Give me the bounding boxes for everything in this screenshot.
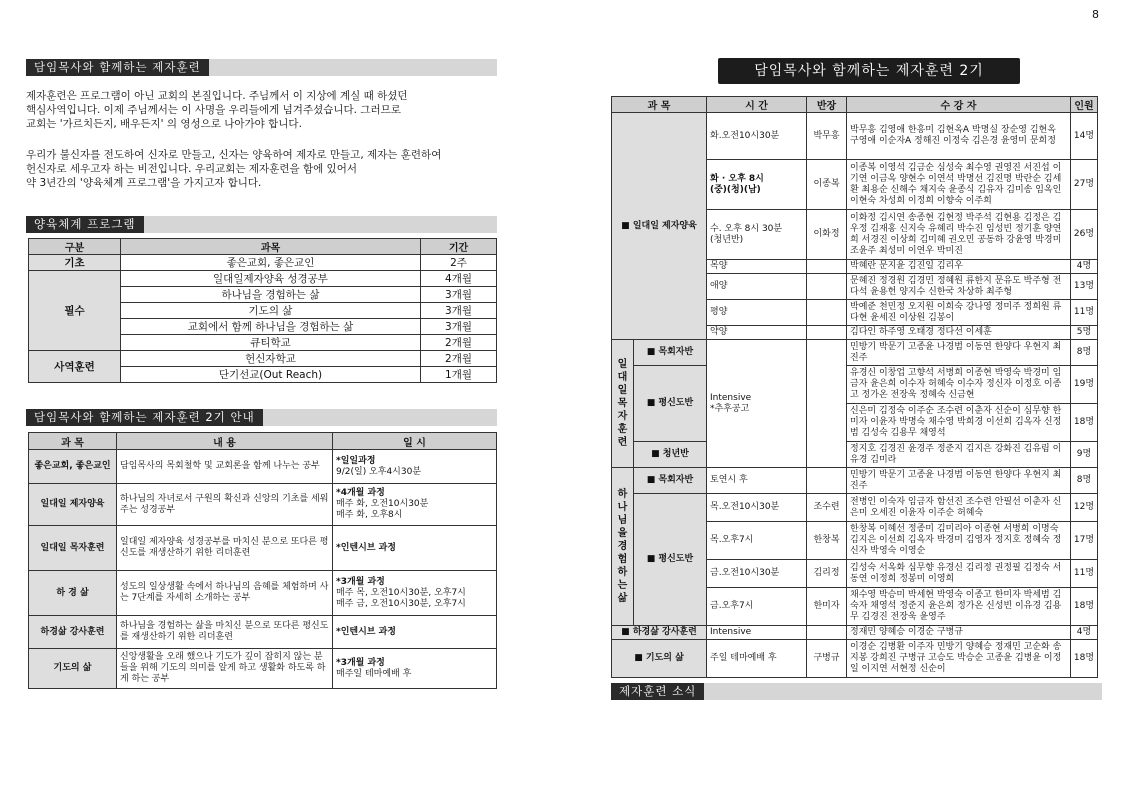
subject-cell: 단기선교(Out Reach) bbox=[121, 367, 421, 383]
time-detail: 매주일 테마예배 후 bbox=[336, 668, 412, 679]
group-label: 사역훈련 bbox=[29, 351, 121, 383]
time-cell: 금.오전10시30분 bbox=[707, 560, 807, 588]
leader-cell bbox=[807, 626, 847, 640]
students-cell: 채수영 박승미 박세현 박영숙 이종고 한미자 박세범 김숙자 채영석 정준지 윤은희 정가온 신성빈 이유경 김용무 김경진 전장욱 윤영주 bbox=[847, 588, 1071, 626]
period-cell: 2주 bbox=[421, 255, 497, 271]
leader-cell: 한창복 bbox=[807, 522, 847, 560]
time-cell: 토연시 후 bbox=[707, 468, 807, 494]
period-cell: 3개월 bbox=[421, 319, 497, 335]
column-header: 과목 bbox=[121, 239, 421, 255]
leader-cell bbox=[807, 260, 847, 274]
time-cell: 주일 테마예배 후 bbox=[707, 640, 807, 678]
count-cell: 11명 bbox=[1071, 300, 1098, 326]
subject-cell: 헌신자학교 bbox=[121, 351, 421, 367]
section-title: 양육체계 프로그램 bbox=[26, 216, 144, 233]
section-header-guide bbox=[26, 409, 497, 426]
time-cell: 목양 bbox=[707, 260, 807, 274]
time-detail: 매주 목, 오전10시30분, 오후7시 매주 금, 오전10시30분, 오후7시 bbox=[336, 587, 466, 609]
count-cell: 4명 bbox=[1071, 260, 1098, 274]
students-cell: 김성숙 서옥화 심무향 유경신 김리정 권정필 김정숙 서동연 이정희 정봉미 이영희 bbox=[847, 560, 1071, 588]
count-cell: 26명 bbox=[1071, 210, 1098, 260]
group-label-vertical: 일대일 목자훈련 bbox=[612, 340, 634, 468]
time-cell: Intensive bbox=[707, 626, 807, 640]
page-number: 8 bbox=[1092, 8, 1099, 21]
students-cell: 박무흥 김영애 한흥미 김현옥A 박명실 장순영 김현옥 구영애 이순자A 정해진 이정숙 김은경 윤영미 문희정 bbox=[847, 113, 1071, 160]
subject-cell: 좋은교회, 좋은교인 bbox=[29, 450, 117, 484]
table-row bbox=[29, 571, 497, 616]
time-title: *3개월 과정 bbox=[336, 657, 385, 668]
time-cell bbox=[333, 571, 497, 616]
table-row bbox=[29, 484, 497, 526]
students-cell: 이종복 이영석 김금순 심성숙 최수영 권영진 서진섭 이기연 이금옥 양현수 이연석 박명선 김진명 박란순 김세환 최용순 신해수 채지숙 윤종식 김유자 김미송 임옥인 이현숙 차성희 이정희 이향숙 이주희 bbox=[847, 160, 1071, 210]
students-cell: 문혜진 정경원 김경민 정혜원 류한지 문유도 박주형 전다석 윤용헌 양지수 신한국 차상하 최주형 bbox=[847, 274, 1071, 300]
content-cell: 신앙생활을 오래 했으나 기도가 깊이 잡히지 않는 분들을 위해 기도의 의미를 알게 하고 생활화 하도록 하게 하는 공부 bbox=[117, 649, 333, 689]
leader-cell: 조수련 bbox=[807, 494, 847, 522]
leader-cell bbox=[807, 326, 847, 340]
students-cell: 정지호 김경진 윤경주 정준지 김지은 강화진 김유림 이유경 김미라 bbox=[847, 442, 1071, 468]
subject-cell: 하 경 삶 bbox=[29, 571, 117, 616]
time-cell bbox=[333, 649, 497, 689]
table-row bbox=[29, 616, 497, 649]
leader-cell bbox=[807, 340, 847, 468]
count-cell: 19명 bbox=[1071, 366, 1098, 404]
time-cell bbox=[333, 484, 497, 526]
group-label-vertical: 하나님을 경험하는 삶 bbox=[612, 468, 634, 626]
time-cell: 화 · 오후 8시 (중)(청)(남) bbox=[707, 160, 807, 210]
count-cell: 18명 bbox=[1071, 640, 1098, 678]
leader-cell: 한미자 bbox=[807, 588, 847, 626]
section-header-program bbox=[26, 216, 497, 233]
period-cell: 4개월 bbox=[421, 271, 497, 287]
subject-cell: 일대일제자양육 성경공부 bbox=[121, 271, 421, 287]
count-cell: 8명 bbox=[1071, 468, 1098, 494]
leader-cell: 이화정 bbox=[807, 210, 847, 260]
count-cell: 14명 bbox=[1071, 113, 1098, 160]
intro-paragraph-2: 우리가 불신자를 전도하여 신자로 만들고, 신자는 양육하여 제자로 만들고, 제자는 훈련하여 헌신자로 세우고자 하는 비전입니다. 우리교회는 제자훈련을 함에 있어서 약 3년간의 '양육체계 프로그램'을 가지고자 합니다. bbox=[26, 149, 442, 189]
students-cell: 정재민 양혜승 이경순 구병규 bbox=[847, 626, 1071, 640]
intro-paragraph-1: 제자훈련은 프로그램이 아닌 교회의 본질입니다. 주님께서 이 지상에 계실 때 하셨던 핵심사역입니다. 이제 주님께서는 이 사명을 우리들에게 넘겨주셨습니다. 그러므로 교회는 '가르치든지, 배우든지' 의 영성으로 나아가야 합니다. bbox=[26, 90, 408, 130]
time-detail: 9/2(일) 오후4시30분 bbox=[336, 466, 422, 477]
time-cell bbox=[333, 450, 497, 484]
table-row bbox=[612, 494, 1098, 522]
leader-cell bbox=[807, 300, 847, 326]
students-cell: 신은미 김정숙 이주순 조수련 이춘자 신순이 심무향 한미자 이윤자 박명숙 채수영 박희경 이선희 김옥자 신정범 김성숙 김용무 채영석 bbox=[847, 404, 1071, 442]
time-cell bbox=[333, 616, 497, 649]
content-cell: 성도의 일상생활 속에서 하나님의 음혜를 체험하며 사는 7단계를 자세히 소개하는 공부 bbox=[117, 571, 333, 616]
time-title: *3개월 과정 bbox=[336, 576, 385, 587]
content-cell: 일대일 제자양육 성경공부를 마치신 분으로 또다른 평신도를 재생산하기 위한 리더훈련 bbox=[117, 526, 333, 571]
subject-cell: 좋은교회, 좋은교인 bbox=[121, 255, 421, 271]
section-header-news bbox=[611, 683, 1102, 700]
subject-cell: 기도의 삶 bbox=[121, 303, 421, 319]
group-label: ■ 일대일 제자양육 bbox=[612, 113, 707, 340]
time-cell: 수. 오후 8시 30분 (청년반) bbox=[707, 210, 807, 260]
table-row bbox=[612, 468, 1098, 494]
sub-group-label: ■ 평신도반 bbox=[634, 366, 707, 442]
count-cell: 13명 bbox=[1071, 274, 1098, 300]
subject-cell: 기도의 삶 bbox=[29, 649, 117, 689]
students-cell: 민방기 박문기 고종윤 나경범 이동연 한양다 우현지 최진주 bbox=[847, 340, 1071, 366]
time-cell: 금.오후7시 bbox=[707, 588, 807, 626]
period-cell: 2개월 bbox=[421, 335, 497, 351]
time-cell: 목.오전10시30분 bbox=[707, 494, 807, 522]
time-title: *일일과정 bbox=[336, 455, 376, 466]
time-cell: 화.오전10시30분 bbox=[707, 113, 807, 160]
content-cell: 하나님의 자녀로서 구원의 확신과 신앙의 기초를 세워주는 성경공부 bbox=[117, 484, 333, 526]
table-row bbox=[29, 526, 497, 571]
section-title: 담임목사와 함께하는 제자훈련 bbox=[26, 59, 209, 76]
column-header: 일 시 bbox=[333, 433, 497, 450]
period-cell: 3개월 bbox=[421, 303, 497, 319]
count-cell: 9명 bbox=[1071, 442, 1098, 468]
table-row bbox=[612, 640, 1098, 678]
group-label: ■ 기도의 삶 bbox=[612, 640, 707, 678]
table-row bbox=[612, 442, 1098, 468]
time-cell: Intensive *추후공고 bbox=[707, 340, 807, 468]
sub-group-label: ■ 목회자반 bbox=[634, 340, 707, 366]
students-cell: 박예준 천민정 오지원 이희숙 강나영 정미주 정희원 류다현 윤세진 이상원 김봉이 bbox=[847, 300, 1071, 326]
column-header: 과 목 bbox=[29, 433, 117, 450]
table-row bbox=[612, 626, 1098, 640]
time-detail: 매주 화, 오전10시30분 매주 화, 오후8시 bbox=[336, 499, 429, 520]
count-cell: 17명 bbox=[1071, 522, 1098, 560]
roster-title: 담임목사와 함께하는 제자훈련 2기 bbox=[718, 58, 1020, 84]
students-cell: 박혜란 문지윤 김진일 김리우 bbox=[847, 260, 1071, 274]
students-cell: 전병인 이숙자 임금자 함선진 조수련 안필선 이춘자 신은미 오세진 이윤자 이주순 허혜숙 bbox=[847, 494, 1071, 522]
students-cell: 이경순 김병환 이주자 민방기 양혜승 정재민 고순화 송지봉 강희진 구병규 고승도 박승순 고종윤 김병윤 이정일 이지연 서현정 신순이 bbox=[847, 640, 1071, 678]
content-cell: 담임목사의 목회철학 및 교회론을 함께 나누는 공부 bbox=[117, 450, 333, 484]
leader-cell bbox=[807, 468, 847, 494]
students-cell: 이화정 김시연 송종현 김현정 박주석 김현용 김정은 김우정 김재홍 신지숙 유혜리 박수진 임성빈 정기훈 양연희 서경진 이상희 김미혜 권오민 공동하 강윤영 박경미 조윤주 최성미 이연우 박미진 bbox=[847, 210, 1071, 260]
column-header: 구분 bbox=[29, 239, 121, 255]
count-cell: 5명 bbox=[1071, 326, 1098, 340]
count-cell: 18명 bbox=[1071, 588, 1098, 626]
subject-cell: 하경삶 강사훈련 bbox=[29, 616, 117, 649]
column-header: 내 용 bbox=[117, 433, 333, 450]
table-row bbox=[29, 649, 497, 689]
table-row bbox=[612, 113, 1098, 160]
time-title: *인텐시브 과정 bbox=[336, 626, 397, 637]
subject-cell: 하나님을 경험하는 삶 bbox=[121, 287, 421, 303]
subject-cell: 일대일 제자양육 bbox=[29, 484, 117, 526]
column-header: 반장 bbox=[807, 97, 847, 113]
group-label: 필수 bbox=[29, 271, 121, 351]
table-row bbox=[29, 450, 497, 484]
students-cell: 민방기 박문기 고종윤 나경범 이동연 한양다 우현지 최진주 bbox=[847, 468, 1071, 494]
leader-cell: 박무흥 bbox=[807, 113, 847, 160]
period-cell: 3개월 bbox=[421, 287, 497, 303]
time-cell bbox=[333, 526, 497, 571]
count-cell: 4명 bbox=[1071, 626, 1098, 640]
students-cell: 한창복 이혜선 정종미 김미리아 이종현 서병희 이명숙 김지은 이선희 김옥자 박경미 김영자 정지호 정혜숙 정신자 박영숙 이영순 bbox=[847, 522, 1071, 560]
section-header-training bbox=[26, 59, 497, 76]
table-row bbox=[612, 366, 1098, 404]
content-cell: 하나님을 경험하는 삶을 마치신 분으로 또다른 평신도를 재생산하기 위한 리더훈련 bbox=[117, 616, 333, 649]
section-title: 담임목사와 함께하는 제자훈련 2기 안내 bbox=[26, 409, 263, 426]
column-header: 기간 bbox=[421, 239, 497, 255]
time-cell: 목.오후7시 bbox=[707, 522, 807, 560]
students-cell: 김다인 하주영 오태경 정다선 이세훈 bbox=[847, 326, 1071, 340]
subject-cell: 일대일 목자훈련 bbox=[29, 526, 117, 571]
time-title: *4개월 과정 bbox=[336, 488, 385, 498]
table-row bbox=[612, 340, 1098, 366]
group-label: ■ 하경삶 강사훈련 bbox=[612, 626, 707, 640]
sub-group-label: ■ 목회자반 bbox=[634, 468, 707, 494]
count-cell: 27명 bbox=[1071, 160, 1098, 210]
group-label: 기초 bbox=[29, 255, 121, 271]
leader-cell: 이종복 bbox=[807, 160, 847, 210]
column-header: 과 목 bbox=[612, 97, 707, 113]
count-cell: 18명 bbox=[1071, 404, 1098, 442]
sub-group-label: ■ 청년반 bbox=[634, 442, 707, 468]
count-cell: 8명 bbox=[1071, 340, 1098, 366]
program-table bbox=[28, 238, 497, 383]
subject-cell: 큐티학교 bbox=[121, 335, 421, 351]
column-header: 수 강 자 bbox=[847, 97, 1071, 113]
column-header: 시 간 bbox=[707, 97, 807, 113]
roster-table bbox=[611, 96, 1098, 678]
leader-cell: 김리정 bbox=[807, 560, 847, 588]
period-cell: 2개월 bbox=[421, 351, 497, 367]
count-cell: 11명 bbox=[1071, 560, 1098, 588]
time-cell: 평양 bbox=[707, 300, 807, 326]
column-header: 인원 bbox=[1071, 97, 1098, 113]
section-title: 제자훈련 소식 bbox=[611, 683, 704, 700]
time-title: *인텐시브 과정 bbox=[336, 542, 397, 553]
period-cell: 1개월 bbox=[421, 367, 497, 383]
students-cell: 유경신 이창업 고향석 서병희 이종현 박영숙 박경미 임금자 윤은희 이수자 허혜숙 이수자 정신자 이정호 이종고 정가온 전장욱 정혜숙 신금현 bbox=[847, 366, 1071, 404]
count-cell: 12명 bbox=[1071, 494, 1098, 522]
subject-cell: 교회에서 함께 하나님을 경험하는 삶 bbox=[121, 319, 421, 335]
leader-cell bbox=[807, 274, 847, 300]
time-cell: 애양 bbox=[707, 274, 807, 300]
time-cell: 약양 bbox=[707, 326, 807, 340]
guide-table bbox=[28, 432, 497, 689]
sub-group-label: ■ 평신도반 bbox=[634, 494, 707, 626]
leader-cell: 구병규 bbox=[807, 640, 847, 678]
